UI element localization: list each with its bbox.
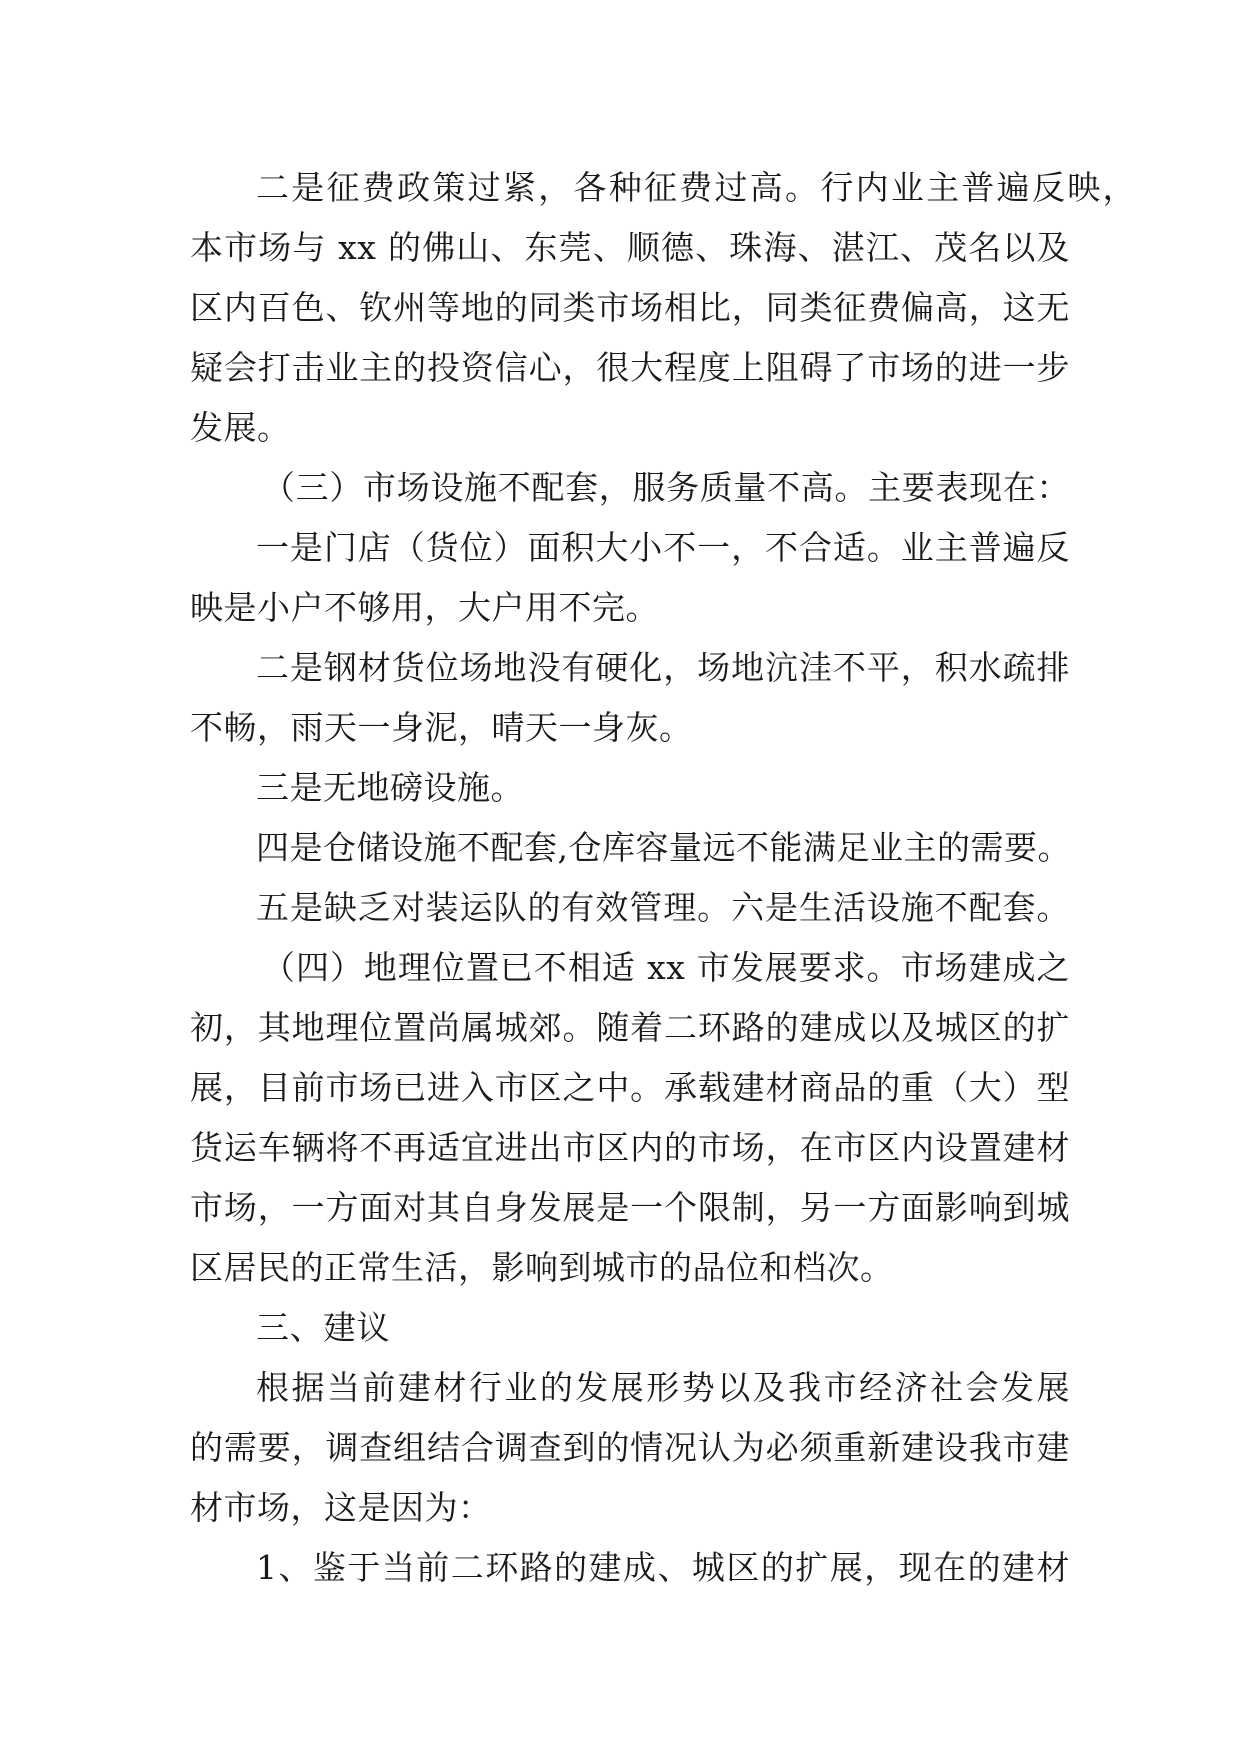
paragraph-line: 五是缺乏对装运队的有效管理。六是生活设施不配套。 bbox=[256, 888, 1070, 927]
paragraph-line: 区内百色、钦州等地的同类市场相比，同类征费偏高，这无 bbox=[190, 288, 1070, 327]
paragraph-line: 市场，一方面对其自身发展是一个限制，另一方面影响到城 bbox=[190, 1188, 1070, 1227]
paragraph-line: 映是小户不够用，大户用不完。 bbox=[190, 588, 659, 627]
paragraph-line: 四是仓储设施不配套,仓库容量远不能满足业主的需要。 bbox=[256, 828, 1071, 867]
paragraph-line: 疑会打击业主的投资信心，很大程度上阻碍了市场的进一步 bbox=[190, 348, 1070, 387]
section-heading-line: （四）地理位置已不相适 xx 市发展要求。市场建成之 bbox=[262, 948, 1070, 987]
paragraph-line: 发展。 bbox=[190, 408, 291, 447]
paragraph-line: 根据当前建材行业的发展形势以及我市经济社会发展 bbox=[256, 1368, 1070, 1407]
paragraph-line: 1、鉴于当前二环路的建成、城区的扩展，现在的建材 bbox=[256, 1548, 1070, 1587]
paragraph-line: 二是钢材货位场地没有硬化，场地沆洼不平，积水疏排 bbox=[256, 648, 1070, 687]
paragraph-line: 展，目前市场已进入市区之中。承载建材商品的重（大）型 bbox=[190, 1068, 1070, 1107]
paragraph-line: 不畅，雨天一身泥，晴天一身灰。 bbox=[190, 708, 693, 747]
paragraph-line: 初，其地理位置尚属城郊。随着二环路的建成以及城区的扩 bbox=[190, 1008, 1070, 1047]
paragraph-line: 区居民的正常生活，影响到城市的品位和档次。 bbox=[190, 1248, 894, 1287]
section-heading: 三、建议 bbox=[256, 1308, 390, 1347]
paragraph-line: 三是无地磅设施。 bbox=[256, 768, 524, 807]
paragraph-line: 材市场，这是因为： bbox=[190, 1488, 492, 1527]
paragraph-line: 本市场与 xx 的佛山、东莞、顺德、珠海、湛江、茂名以及 bbox=[190, 228, 1070, 267]
paragraph-line: 二是征费政策过紧，各种征费过高。行内业主普遍反映， bbox=[256, 168, 1136, 207]
paragraph-line: 的需要，调查组结合调查到的情况认为必须重新建设我市建 bbox=[190, 1428, 1070, 1467]
section-heading-line: （三）市场设施不配套，服务质量不高。主要表现在： bbox=[262, 468, 1070, 507]
paragraph-line: 货运车辆将不再适宜进出市区内的市场，在市区内设置建材 bbox=[190, 1128, 1070, 1167]
paragraph-line: 一是门店（货位）面积大小不一，不合适。业主普遍反 bbox=[256, 528, 1070, 567]
